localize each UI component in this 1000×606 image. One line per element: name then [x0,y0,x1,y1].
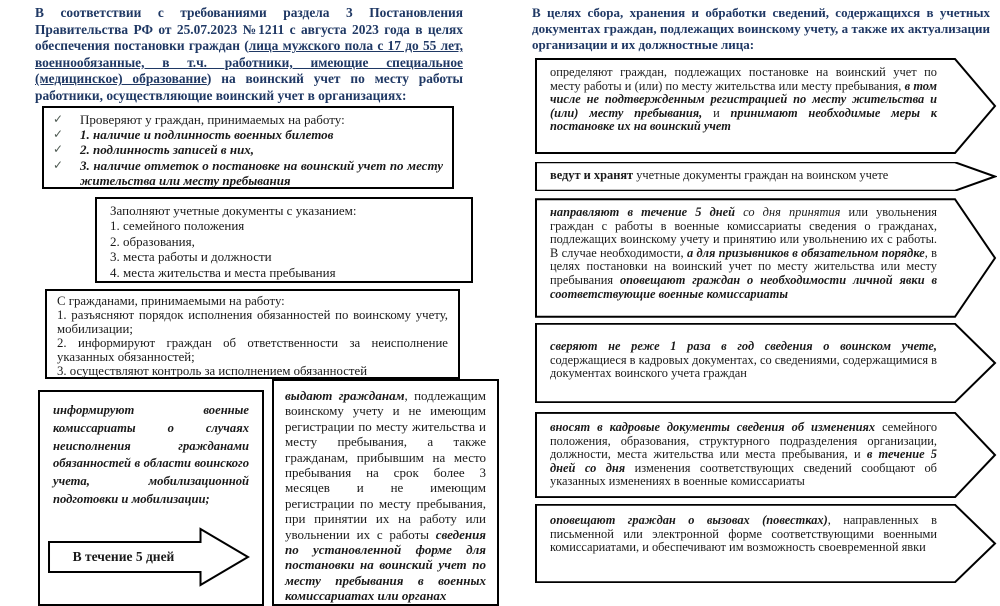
arrow-box-keep-documents [535,162,997,191]
check-item [53,158,443,188]
arrow-box-text: определяют граждан, подлежащих постановке на воинский учет по месту работы и (или) по месту жительства или месту пребывания, в том числе не подтвержденным регистрацией по месту жительства и (или) месту пребывания, и принимают необходимые меры к постановке их на воинский учет [550,65,937,134]
box-line: Заполняют учетные документы с указанием: [110,203,357,218]
arrow-box-text: направляют в течение 5 дней со дня принятия или увольнения граждан с работы в военные комиссариаты сведения о гражданах, подлежащих воинскому учету и принятию или увольнению их с работы. В случае необходимости, а для призывников в обязательном порядке, в целях постановки на воинский учет по месту жительства или месту пребывания оповещают граждан о необходимости личной явки в соответствующие военные комиссариаты [550,205,937,301]
check-item-label: Проверяют у граждан, принимаемых на работу: [80,112,345,127]
checkmark-icon: ✓ [53,112,64,126]
box-line: 2. образования, [110,233,195,249]
check-item [53,112,443,127]
arrow-box-text: оповещают граждан о вызовах (повестках), направленных в письменной или электронной форме соответствующими военными комиссариатами, и обеспечивают им возможность своевременной явки [550,513,937,555]
box-line: 1. разъясняют порядок исполнения обязанностей по воинскому учету, мобилизации; [57,308,448,337]
duration-arrow [48,526,250,588]
box-line: 3. осуществляют контроль за исполнением обязанностей [57,364,368,379]
checkmark-icon: ✓ [53,157,64,172]
arrow-box-update-records [535,412,997,498]
issue-information-text: выдают гражданам, подлежащим воинскому учету и не имеющим регистрации по месту жительства и месту пребывания, а также гражданам, прибывшим на место пребывания на срок более 3 месяцев и не имеющим регистрации по месту пребывания, при принятии их на работу или увольнении их с работы сведения по установленной форме для постановки на воинский учет по месту пребывания в военных комиссариатах или органах [285,388,486,604]
duration-arrow-label: В течение 5 дней [72,549,175,564]
check-item [53,142,443,157]
right-intro-paragraph: В целях сбора, хранения и обработки сведений, содержащихся в учетных документах граждан, подлежащих воинскому учету, а также их актуализации организации и их должностные лица: [532,5,990,52]
box-line: 3. места работы и должности [110,249,272,265]
inform-commissariats-box [38,390,264,606]
box-line: С гражданами, принимаемыми на работу: [57,294,285,308]
checkmark-icon: ✓ [53,127,64,142]
left-intro-paragraph: В соответствии с требованиями раздела 3 Постановления Правительства РФ от 25.07.2023 №1211 с августа 2023 года в целях обеспечения постановки граждан (лица мужского пола с 17 до 55 лет, военнообязанные, в т.ч. работники, имеющие специальное (медицинское) образование) на воинский учет по месту работы работники, осуществляющие воинский учет в организациях: [35,5,463,103]
box-line: 4. места жительства и места пребывания [110,264,336,280]
box-line: 2. информируют граждан об ответственности за неисполнение указанных обязанностей; [57,336,448,365]
inform-commissariats-text: информируют военные комиссариаты о случаях неисполнения гражданами обязанностей в области воинского учета, мобилизационной подготовки и мобилизации; [53,403,249,506]
issue-information-box [272,379,499,606]
check-item-label: 1. наличие и подлинность военных билетов [80,127,334,143]
arrow-box-verify-yearly [535,323,997,403]
arrow-box-send-information [535,198,997,318]
check-item [53,127,443,142]
arrow-box-determine-citizens [535,58,997,154]
citizens-hired-box [45,289,460,379]
arrow-box-text: ведут и хранят учетные документы граждан на воинском учете [550,168,889,182]
checkmark-icon: ✓ [53,142,64,157]
check-employees-box [42,106,454,189]
fill-documents-box [95,197,473,283]
box-line: 1. семейного положения [110,218,245,234]
check-item-label: 3. наличие отметок о постановке на воинский учет по месту жительства или месту пребывания [80,157,443,188]
arrow-box-text: вносят в кадровые документы сведения об изменениях семейного положения, образования, структурного подразделения организации, должности, места жительства или места пребывания, и в течение 5 дней со дня изменения соответствующих сведений сообщают об указанных изменениях в военные комиссариаты [550,420,938,489]
arrow-box-text: сверяют не реже 1 раза в год сведения о воинском учете, содержащиеся в кадровых документах, со сведениями, содержащимися в документах воинского учета граждан [550,339,937,381]
check-item-label: 2. подлинность записей в них, [80,142,255,158]
arrow-box-notify-summons [535,504,997,583]
